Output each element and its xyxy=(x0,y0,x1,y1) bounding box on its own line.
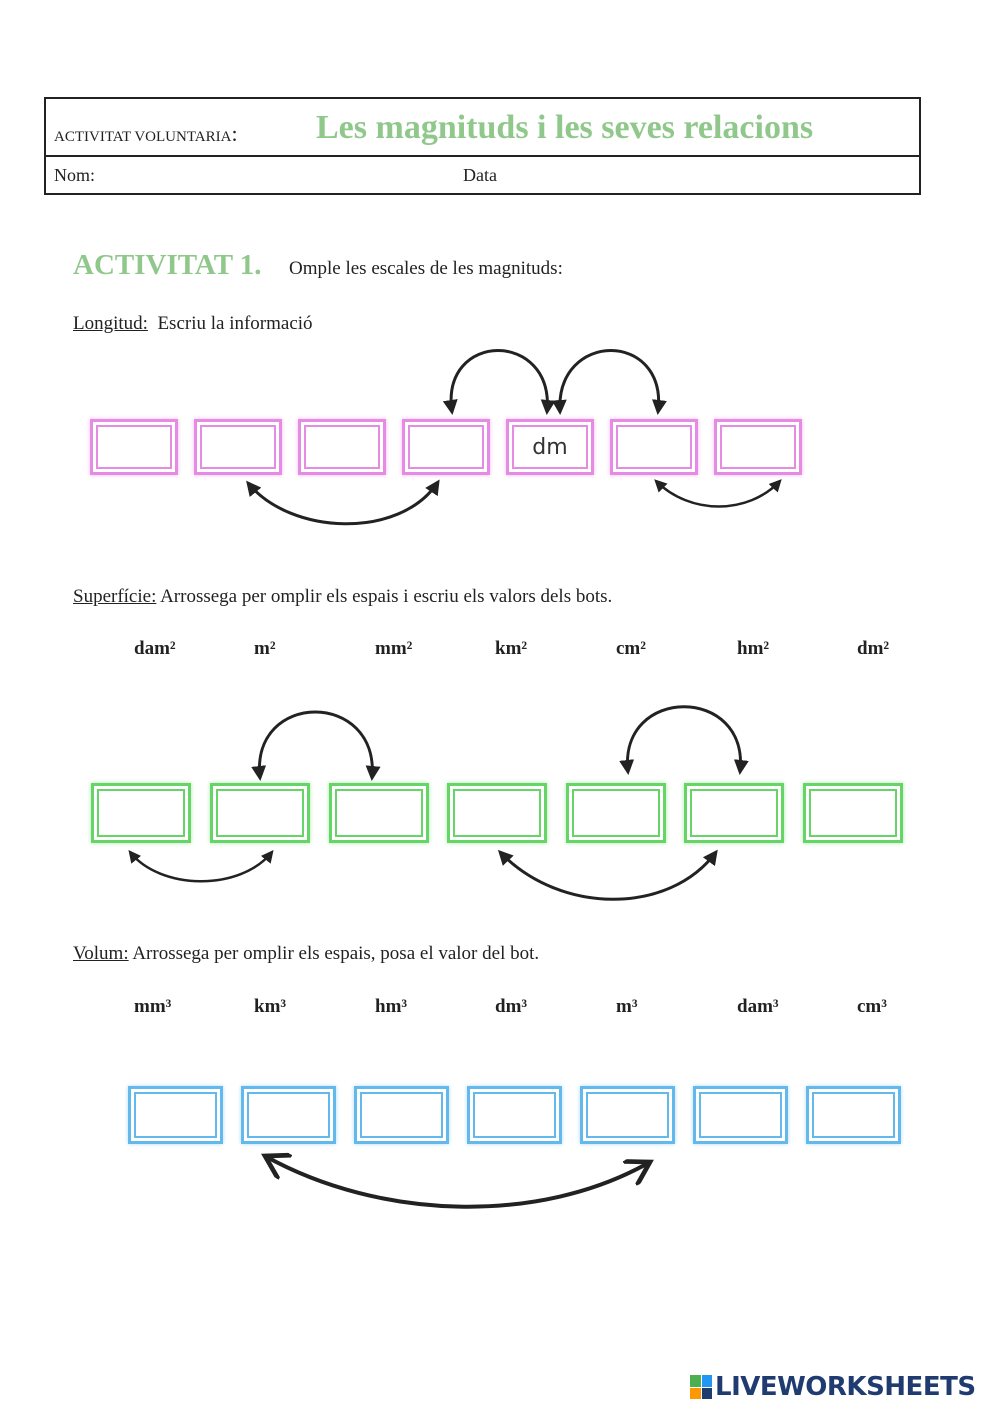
longitud-box-5-text: dm xyxy=(532,434,568,460)
arrow-longitud-bottom-1 xyxy=(248,482,438,524)
arrow-superficie-top-1 xyxy=(259,712,372,778)
superficie-instruction: Arrossega per omplir els espais i escriu els valors dels bots. xyxy=(160,586,613,607)
arrow-superficie-top-2 xyxy=(627,707,740,772)
liveworksheets-logo-icon xyxy=(690,1375,712,1399)
arrow-superficie-bottom-1 xyxy=(130,852,272,881)
superficie-unit-4[interactable]: km² xyxy=(495,638,528,659)
date-label: Data xyxy=(463,165,497,185)
liveworksheets-logo xyxy=(690,1371,976,1403)
volum-instruction: Arrossega per omplir els espais, posa el valor del bot. xyxy=(132,943,540,964)
superficie-unit-6[interactable]: hm² xyxy=(737,638,770,659)
volum-unit-3[interactable]: hm³ xyxy=(375,996,408,1017)
superficie-label: Superfície: xyxy=(73,586,157,607)
arrow-longitud-bottom-2 xyxy=(656,481,780,507)
volum-unit-1[interactable]: mm³ xyxy=(134,996,172,1017)
arrow-superficie-bottom-2 xyxy=(500,852,716,899)
arrow-longitud-top-2 xyxy=(560,351,659,413)
superficie-unit-3[interactable]: mm² xyxy=(375,638,413,659)
header-label: ACTIVITAT VOLUNTARIA: xyxy=(54,121,238,146)
volum-label: Volum: xyxy=(73,943,129,964)
longitud-label: Longitud: xyxy=(73,313,148,334)
superficie-unit-5[interactable]: cm² xyxy=(616,638,646,659)
superficie-unit-1[interactable]: dam² xyxy=(134,638,176,659)
longitud-instruction: Escriu la informació xyxy=(157,313,313,334)
volum-unit-5[interactable]: m³ xyxy=(616,996,638,1017)
volum-unit-4[interactable]: dm³ xyxy=(495,996,528,1017)
superficie-unit-2[interactable]: m² xyxy=(254,638,276,659)
worksheet-title: Les magnituds i les seves relacions xyxy=(316,109,814,146)
volum-unit-7[interactable]: cm³ xyxy=(857,996,887,1017)
arrow-volum-bottom xyxy=(265,1156,650,1207)
superficie-unit-7[interactable]: dm² xyxy=(857,638,890,659)
volum-unit-2[interactable]: km³ xyxy=(254,996,287,1017)
logo-text: LIVEWORKSHEETS xyxy=(715,1372,976,1402)
activity-instruction: Omple les escales de les magnituds: xyxy=(289,258,563,279)
activity-title: ACTIVITAT 1. xyxy=(73,249,262,281)
volum-unit-6[interactable]: dam³ xyxy=(737,996,779,1017)
name-label: Nom: xyxy=(54,165,96,185)
arrow-longitud-top-1 xyxy=(451,351,547,413)
